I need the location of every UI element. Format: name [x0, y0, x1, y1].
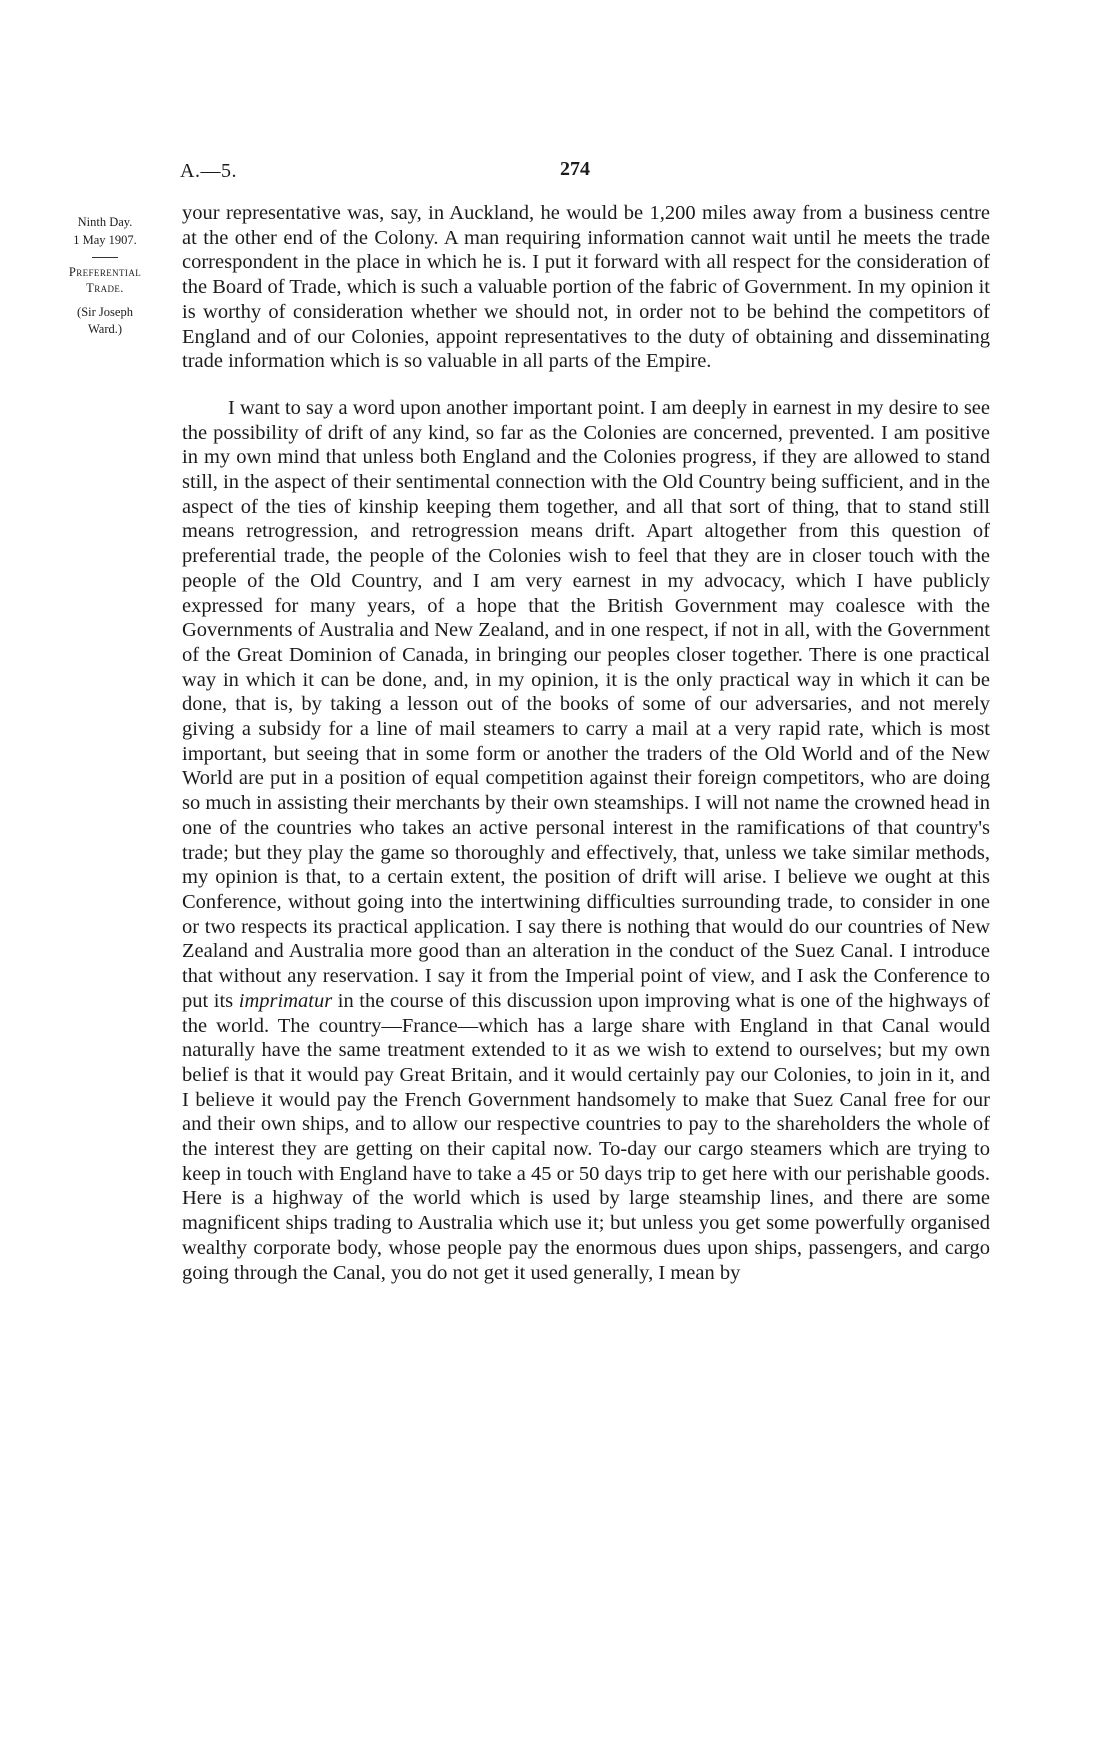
- margin-divider: [92, 257, 118, 258]
- margin-date: 1 May 1907.: [73, 233, 137, 247]
- margin-speaker-line-2: Ward.): [87, 322, 123, 336]
- paragraph-2-italic: imprimatur: [238, 989, 333, 1012]
- paragraph-1: your representative was, say, in Auckland, he would be 1,200 miles away from a business centre at the other end of the Colony. A man requiring information cannot wait until he meets the trade correspondent in the place in which he is. I put it forward with all respect for the consideration of the Board of Trade, which is such a valuable portion of the fabric of Government. In my opinion it is worthy of consideration whether we should not, in order not to be behind the competitors of England and of our Colonies, appoint representatives to the duty of obtaining and disseminating trade information which is so valuable in all parts of the Empire.: [182, 202, 990, 373]
- margin-speaker-line-1: (Sir Joseph: [77, 305, 133, 319]
- margin-day: Ninth Day.: [77, 215, 133, 229]
- paragraph-2: [182, 396, 990, 1285]
- paragraph-2-part-1: I want to say a word upon another important point. I am deeply in earnest in my desire to see the possibility of drift of any kind, so far as the Colonies are concerned, prevented. I am positive in my own mind that unless both England and the Colonies progress, if they are allowed to stand still, in the aspect of their sentimental connection with the Old Country being sufficient, and in the aspect of the ties of kinship keeping them together, and all that sort of thing, that to stand still means retrogression, and retrogression means drift. Apart altogether from this question of preferential trade, the people of the Colonies wish to feel that they are in closer touch with the people of the Old Country, and I am very earnest in my advocacy, which I have publicly expressed for many years, of a hope that the British Government may coalesce with the Governments of Australia and New Zealand, and in one respect, if not in all, with the Government of the Great Dominion of Canada, in bringing our peoples closer together. There is one practical way in which it can be done, and, in my opinion, it is the only practical way in which it can be done, that is, by taking a lesson out of the books of some of our adversaries, and not merely giving a subsidy for a line of mail steamers to carry a mail at a very rapid rate, which is most important, but seeing that in some form or another the traders of the Old World and of the New World are put in a position of equal competition against their foreign competitors, who are doing so much in assisting their merchants by their own steamships. I will not name the crowned head in one of the countries who takes an active personal interest in the ramifications of that country's trade; but they play the game so thoroughly and effectively, that, unless we take similar methods, my opinion is that, to a certain extent, the position of drift will arise. I believe we ought at this Conference, without going into the intertwining difficulties surrounding trade, to consider in one or two respects its practical application. I say there is nothing that would do our countries of New Zealand and Australia more good than an alteration in the conduct of the Suez Canal. I introduce that without any reservation. I say it from the Imperial point of view, and I ask the Conference to put its: [182, 396, 990, 1012]
- document-reference: A.—5.: [180, 160, 237, 182]
- paragraph-2-part-2: in the course of this discussion upon improving what is one of the highways of the world. The country—France—which has a large share with England in that Canal would naturally have the same treatment extended to it as we wish to extend to ourselves; but my own belief is that it would pay Great Britain, and it would certainly pay our Colonies, to join in it, and I believe it would pay the French Government handsomely to make that Suez Canal free for our and their own ships, and to allow our respective countries to pay to the shareholders the whole of the interest they are getting on their capital now. To-day our cargo steamers which are trying to keep in touch with England have to take a 45 or 50 days trip to get here with our perishable goods. Here is a highway of the world which is used by large steamship lines, and there are some magnificent ships trading to Australia which use it; but unless you get some powerfully organised wealthy corporate body, whose people pay the enormous dues upon ships, passengers, and cargo going through the Canal, you do not get it used generally, I mean by: [182, 989, 990, 1284]
- margin-notes: [30, 213, 180, 338]
- page-number: 274: [560, 158, 590, 180]
- margin-section-line-1: Preferential: [68, 265, 142, 279]
- body-text: [182, 201, 990, 1285]
- margin-section-line-2: Trade.: [86, 281, 124, 295]
- page-header: [180, 160, 990, 184]
